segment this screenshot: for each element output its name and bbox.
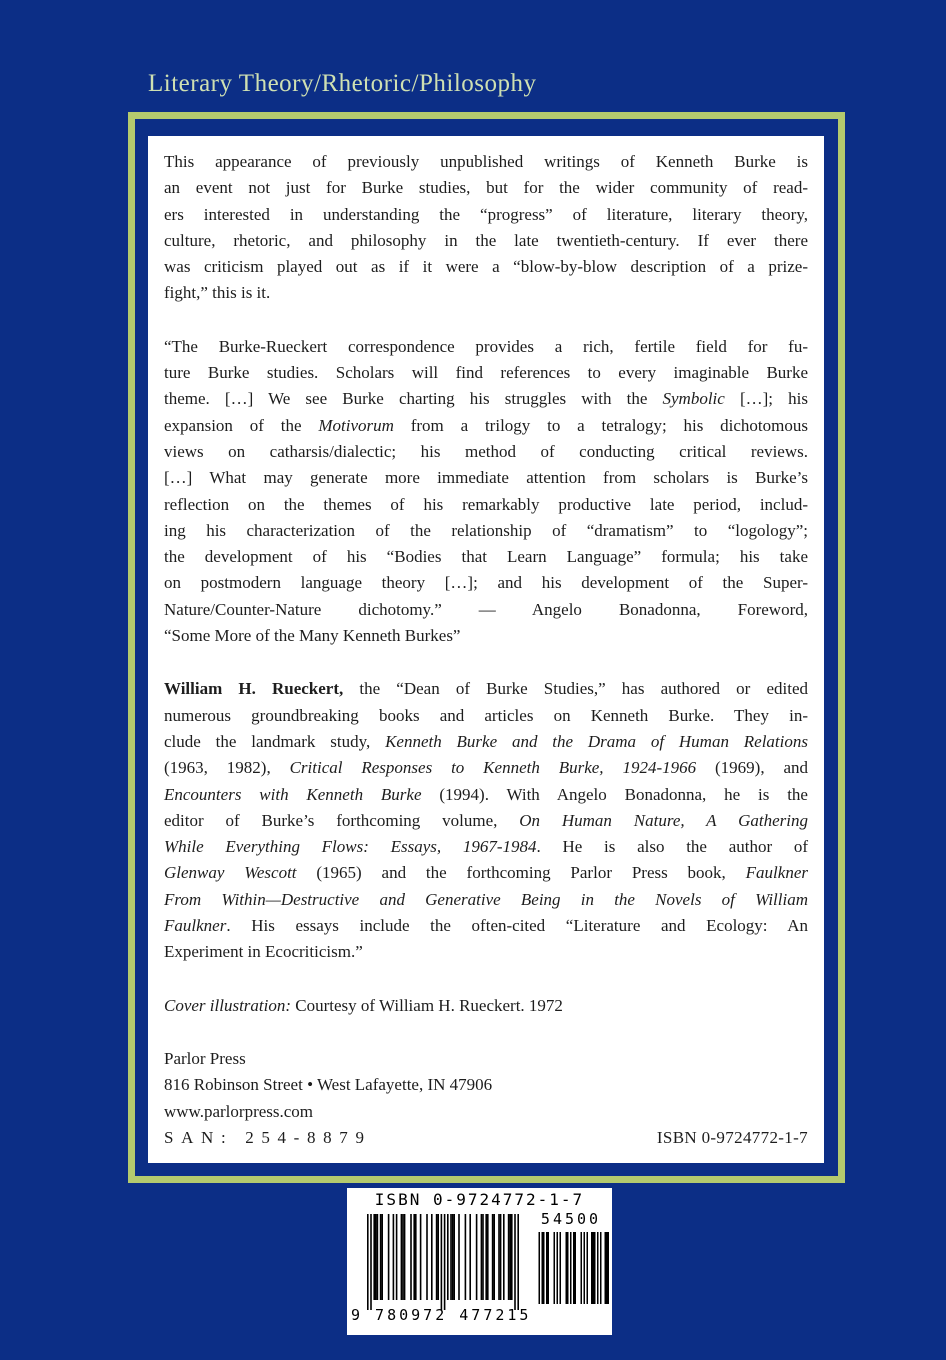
foreword-quote-paragraph: “The Burke-Rueckert correspondence provides a rich, fertile field for fu- ture Burke studies. Scholars will find references to every imaginable Burke theme. […] We see Burke charting his struggles with the Symbolic […]; his expansion of the Motivorum from a trilogy to a tetralogy; his dichotomous views on catharsis/dialectic; his method of conducting critical reviews. […] What may generate more immediate attention from scholars is Burke’s reflection on the themes of his remarkably productive late period, includ- ing his characterization of the relationship of “dramatism” to “logology”; the development of his “Bodies that Learn Language” formula; his take on postmodern language theory […]; and his development of the Super- Nature/Counter-Nature dichotomy.” — Angelo Bonadonna, Foreword, “Some More of the Many Kenneth Burkes”: [164, 336, 808, 646]
blurb-intro-paragraph: This appearance of previously unpublished writings of Kenneth Burke is an event not just for Burke studies, but for the wider community of read- ers interested in understanding the “progress” of literature, literary theory, culture, rhetoric, and philosophy in the late twentieth-century. If ever there was criticism played out as if it were a “blow-by-blow description of a prize- fight,” this is it.: [164, 152, 808, 303]
barcode-isbn-text: ISBN 0-9724772-1-7: [374, 1190, 585, 1209]
author-bio-paragraph: William H. Rueckert, the “Dean of Burke Studies,” has authored or edited numerous groundbreaking books and articles on Kenneth Burke. They in- clude the landmark study, Kenneth Burke and the Drama of Human Relations (1963, 1982), Critical Responses to Kenneth Burke, 1924-1966 (1969), and Encounters with Kenneth Burke (1994). With Angelo Bonadonna, he is the editor of Burke’s forthcoming volume, On Human Nature, A Gathering While Everything Flows: Essays, 1967-1984. He is also the author of Glenway Wescott (1965) and the forthcoming Parlor Press book, Faulkner From Within—Destructive and Generative Being in the Novels of William Faulkner. His essays include the often-cited “Literature and Ecology: An Experiment in Ecocriticism.”: [164, 679, 808, 962]
publisher-block: [164, 1046, 808, 1125]
san-number: SAN: 254-8879: [164, 1127, 372, 1147]
cover-illustration-credit: Cover illustration: Courtesy of William H. Rueckert. 1972: [164, 995, 563, 1015]
barcode-box: [347, 1188, 612, 1335]
publisher-website: www.parlorpress.com: [164, 1101, 314, 1121]
category-label: Literary Theory/Rhetoric/Philosophy: [148, 70, 537, 97]
isbn-number: ISBN 0-9724772-1-7: [656, 1127, 808, 1147]
ean5-supplement-barcode: [537, 1232, 609, 1304]
barcode-digits: 9 780972 477215: [351, 1306, 532, 1324]
ean13-barcode: [367, 1214, 519, 1310]
publisher-name: Parlor Press: [164, 1048, 246, 1068]
blurb-panel: [148, 136, 824, 1163]
barcode-supplement-number: 54500: [540, 1210, 602, 1228]
publisher-address: 816 Robinson Street • West Lafayette, IN 47906: [164, 1075, 493, 1095]
san-isbn-row: [164, 1125, 808, 1151]
